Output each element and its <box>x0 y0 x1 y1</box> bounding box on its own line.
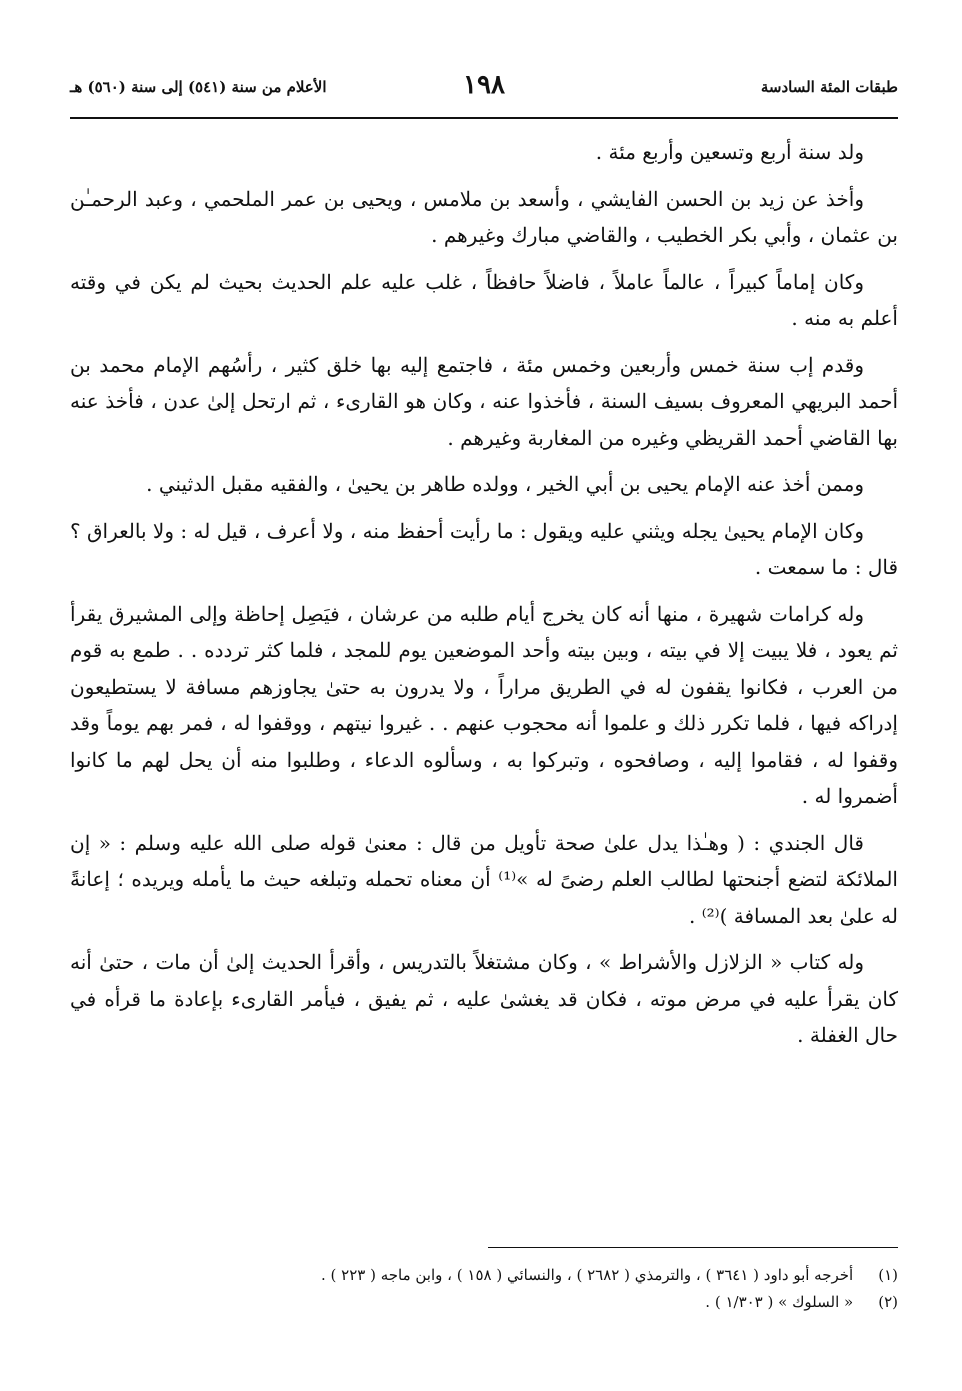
paragraph-praise: وكان الإمام يحيىٰ يجله ويثني عليه ويقول : ما رأيت أحفظ منه ، ولا أعرف ، قيل له : ولا بالعراق ؟ قال : ما سمعت . <box>70 518 898 579</box>
paragraph-description: وكان إماماً كبيراً ، عالماً عاملاً ، فاضلاً حافظاً ، غلب عليه علم الحديث بحيث لم يكن في وقته أعلم به منه . <box>70 269 898 330</box>
chapter-title: طبقات المئة السادسة <box>760 78 898 96</box>
page-number: ١٩٨ <box>463 70 505 100</box>
footnote-number: (١) <box>878 1266 898 1284</box>
paragraph-jundi-quote: قال الجندي : ( وهـٰذا يدل علىٰ صحة تأويل من قال : معنىٰ قوله صلى الله عليه وسلم : « إن الملائكة لتضع أجنحتها لطالب العلم رضىً له »⁽¹⁾ أن معناه تحمله وتبلغه حيث ما يأمله ويريده ؛ إعانةً له علىٰ بعد المسافة )⁽²⁾ . <box>70 830 898 928</box>
header-divider <box>70 117 898 119</box>
footnotes <box>70 1262 898 1316</box>
paragraph-book: وله كتاب « الزلازل والأشراط » ، وكان مشتغلاً بالتدريس ، وأقرأ الحديث إلىٰ أن مات ، حتىٰ أنه كان يقرأ عليه في مرض موته ، فكان قد يغشىٰ عليه ، ثم يفيق ، فيأمر القارىء بإعادة ما قرأه في حال الغفلة . <box>70 950 898 1047</box>
footnote-number: (٢) <box>878 1293 898 1311</box>
paragraph-teachers: وأخذ عن زيد بن الحسن الفايشي ، وأسعد بن ملامس ، ويحيى بن عمر الملحمي ، وعبد الرحمـٰن بن عثمان ، وأبي بكر الخطيب ، والقاضي مبارك وغيرهم . <box>70 186 898 247</box>
footnote-divider <box>488 1247 898 1248</box>
footnote-2 <box>70 1289 898 1316</box>
paragraph-miracles: وله كرامات شهيرة ، منها أنه كان يخرج أيام طلبه من عرشان ، فيَصِل إحاظة وإلى المشيرق يقرأ ثم يعود ، فلا يبيت إلا في بيته ، وبين بيته وأحد الموضعين يوم للمجد ، فلما كثر تردده . . طمع به قوم من العرب ، فكانوا يقفون له في الطريق مراراً ، ولا يدرون به حتىٰ يجاوزهم مسافة لا يستطيعون إدراكه فيها ، فلما تكرر ذلك و علموا أنه محجوب عنهم . . غيروا نيتهم ، ووقفوا له ، فمر بهم يوماً وقد وقفوا له ، فقاموا إليه ، وصافحوه ، وتبركوا به ، وسألوه الدعاء ، وطلبوا منه أن يحل لهم ما كانوا أضمروا له . <box>70 601 898 808</box>
paragraph-students: وممن أخذ عنه الإمام يحيى بن أبي الخير ، وولده طاهر بن يحيىٰ ، والفقيه مقبل الدثيني . <box>146 472 864 496</box>
footnote-text: « السلوك » ( ١/٣٠٣ ) . <box>705 1293 854 1311</box>
body-text <box>70 134 898 1064</box>
paragraph-birth: ولد سنة أربع وتسعين وأربع مئة . <box>595 140 864 164</box>
paragraph-ibb: وقدم إب سنة خمس وأربعين وخمس مئة ، فاجتمع إليه بها خلق كثير ، رأسُهم الإمام محمد بن أحمد البريهي المعروف بسيف السنة ، فأخذوا عنه ، وكان هو القارىء ، ثم ارتحل إلىٰ عدن ، فأخذ عنه بها القاضي أحمد القريظي وغيره من المغاربة وغيرهم . <box>70 352 898 450</box>
footnote-1 <box>70 1262 898 1289</box>
page-header <box>70 68 898 112</box>
footnote-text: أخرجه أبو داود ( ٣٦٤١ ) ، والترمذي ( ٢٦٨٢ ) ، والنسائي ( ١٥٨ ) ، وابن ماجه ( ٢٢٣ ) . <box>320 1266 854 1284</box>
section-title: الأعلام من سنة (٥٤١) إلى سنة (٥٦٠) هـ <box>70 78 327 96</box>
